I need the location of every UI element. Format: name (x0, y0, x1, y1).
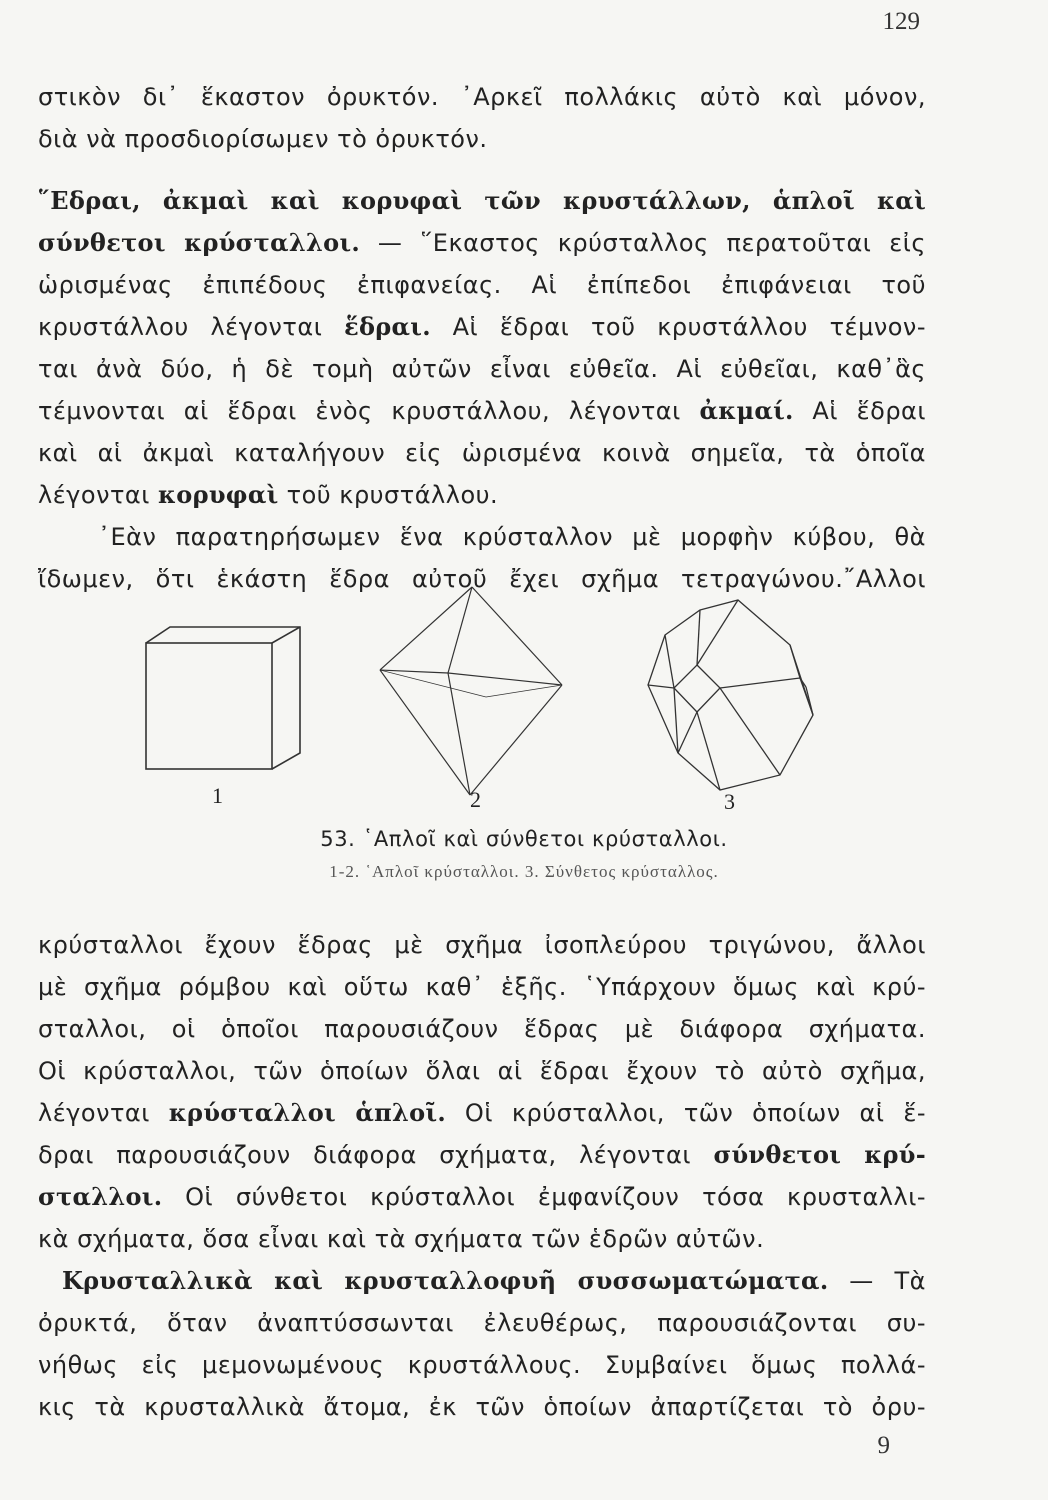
text-line: κις τὰ κρυσταλλικὰ ἄτομα, ἐκ τῶν ὁποίων ἀπαρτίζεται τὸ ὀρυ- (38, 1393, 926, 1421)
term-edrai: ἕδραι. (344, 312, 431, 341)
text-line (38, 1260, 926, 1302)
sheet-number: 9 (877, 1432, 890, 1459)
text-line (38, 222, 926, 264)
crystal-drawings (130, 575, 830, 815)
text-line: ται ἀνὰ δύο, ἡ δὲ τομὴ αὐτῶν εἶναι εὐθεῖα. Αἱ εὐθεῖαι, καθ᾽ἃς (38, 355, 926, 383)
page-number: 129 (882, 8, 920, 35)
text-line: διὰ νὰ προσδιορίσωμεν τὸ ὀρυκτόν. (38, 125, 488, 153)
text-line (38, 1092, 926, 1134)
text-span: — Τὰ (828, 1267, 926, 1295)
text-line: κὰ σχήματα, ὅσα εἶναι καὶ τὰ σχήματα τῶν ἑδρῶν αὐτῶν. (38, 1225, 765, 1253)
text-line: στικὸν δι᾽ ἕκαστον ὀρυκτόν. ᾿Αρκεῖ πολλάκις αὐτὸ καὶ μόνον, (38, 83, 926, 111)
composite-crystal-drawing (648, 600, 813, 790)
figure-caption: 53. ῾Απλοῖ καὶ σύνθετοι κρύσταλλοι. (320, 827, 728, 851)
paragraph-simple-composite (38, 924, 926, 1260)
section-faces-edges-vertices (38, 180, 926, 600)
figure-label-2: 2 (470, 787, 481, 812)
figure-label-3: 3 (724, 789, 735, 814)
text-line: Οἱ κρύσταλλοι, τῶν ὁποίων ὅλαι αἱ ἕδραι ἔχουν τὸ αὐτὸ σχῆμα, (38, 1057, 926, 1085)
text-line: νήθως εἰς μεμονωμένους κρυστάλλους. Συμβαίνει ὅμως πολλά- (38, 1351, 926, 1379)
text-line: ὀρυκτά, ὅταν ἀναπτύσσωνται ἐλευθέρως, παρουσιάζονται συ- (38, 1309, 926, 1337)
section-heading: Κρυσταλλικὰ καὶ κρυσταλλοφυῆ συσσωματώματα. (62, 1266, 829, 1295)
cube-drawing (146, 627, 300, 769)
text-span: λέγονται (38, 1099, 169, 1127)
text-line: σταλλοι, οἱ ὁποῖοι παρουσιάζουν ἕδρας μὲ διάφορα σχήματα. (38, 1015, 926, 1043)
figure-label-1: 1 (212, 783, 223, 808)
text-line (38, 474, 926, 516)
heading-text-cont: σύνθετοι κρύσταλλοι. (38, 228, 361, 257)
text-line: καὶ αἱ ἀκμαὶ καταλήγουν εἰς ὡρισμένα κοινὰ σημεῖα, τὰ ὁποῖα (38, 439, 926, 467)
text-line (38, 1176, 926, 1218)
text-line: μὲ σχῆμα ρόμβου καὶ οὕτω καθ᾽ ἑξῆς. ῾Υπάρχουν ὅμως καὶ κρύ- (38, 973, 926, 1001)
text-span: κρυστάλλου λέγονται (38, 313, 345, 341)
text-line (38, 390, 926, 432)
text-line: ὡρισμένας ἐπιπέδους ἐπιφανείας. Αἱ ἐπίπεδοι ἐπιφάνειαι τοῦ (38, 271, 926, 299)
text-span: τοῦ κρυστάλλου. (278, 481, 499, 509)
text-span: Οἱ κρύσταλλοι, τῶν ὁποίων αἱ ἕ- (446, 1099, 926, 1127)
text-span: δραι παρουσιάζουν διάφορα σχήματα, λέγονται (38, 1141, 714, 1169)
text-span: Οἱ σύνθετοι κρύσταλλοι ἐμφανίζουν τόσα κρυσταλλι- (162, 1183, 926, 1211)
text-line (38, 306, 926, 348)
text-line: ἴδωμεν, ὅτι ἑκάστη ἕδρα αὐτοῦ ἔχει σχῆμα τετραγώνου.῎Αλλοι (38, 565, 926, 593)
term-composite-crystals-cont: σταλλοι. (38, 1182, 163, 1211)
text-span: Αἱ ἕδραι (793, 397, 926, 425)
text-span: λέγονται (38, 481, 158, 509)
term-simple-crystals: κρύσταλλοι ἁπλοῖ. (168, 1098, 447, 1127)
term-koryfai: κορυφαὶ (158, 480, 279, 509)
heading-text: ῞Εδραι, ἀκμαὶ καὶ κορυφαὶ τῶν κρυστάλλων, ἁπλοῖ καὶ (38, 186, 926, 215)
figure-subcaption: 1-2. ῾Απλοῖ κρύσταλλοι. 3. Σύνθετος κρύσταλλος. (329, 862, 719, 881)
text-line: κρύσταλλοι ἔχουν ἕδρας μὲ σχῆμα ἰσοπλεύρου τριγώνου, ἄλλοι (38, 931, 926, 959)
text-span: τέμνονται αἱ ἕδραι ἑνὸς κρυστάλλου, λέγονται (38, 397, 700, 425)
section-aggregates (38, 1260, 926, 1428)
term-akmai: ἀκμαί. (699, 396, 794, 425)
text-line: ᾿Εὰν παρατηρήσωμεν ἕνα κρύσταλλον μὲ μορφὴν κύβου, θὰ (98, 523, 926, 551)
text-span: Αἱ ἕδραι τοῦ κρυστάλλου τέμνον- (430, 313, 927, 341)
text-span: — ῞Εκαστος κρύσταλλος περατοῦται εἰς (360, 229, 926, 257)
term-composite-crystals: σύνθετοι κρύ- (713, 1140, 927, 1169)
crystal-figure (130, 575, 830, 815)
paragraph-intro (38, 76, 926, 160)
text-line (38, 1134, 926, 1176)
octahedron-drawing (380, 587, 562, 795)
section-heading (38, 180, 926, 222)
